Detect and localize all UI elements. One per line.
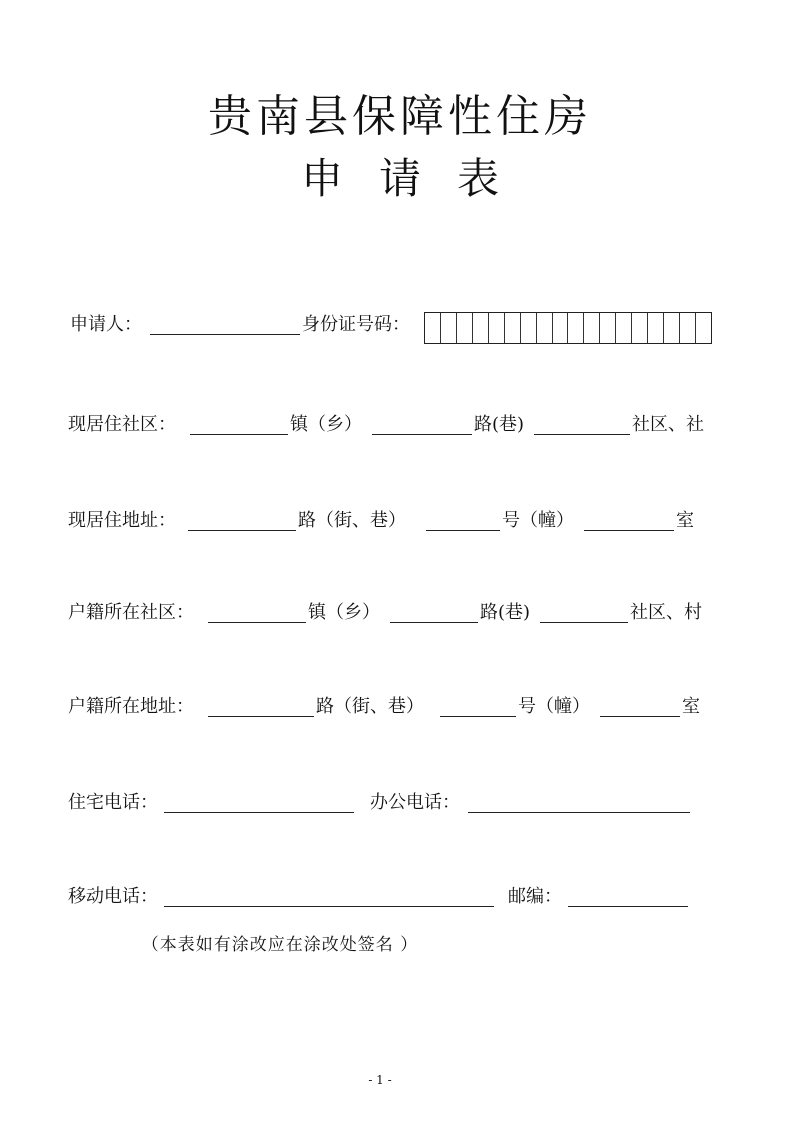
household-address-label: 户籍所在地址： bbox=[68, 696, 194, 717]
household-community-field[interactable] bbox=[540, 622, 628, 623]
id-digit-cell[interactable] bbox=[584, 313, 600, 343]
office-phone-field[interactable] bbox=[468, 812, 690, 813]
page-number: - 1 - bbox=[368, 1073, 392, 1087]
home-phone-label: 住宅电话： bbox=[68, 792, 158, 813]
household-room-label: 室 bbox=[682, 696, 700, 717]
household-town-field[interactable] bbox=[208, 622, 306, 623]
household-street-field[interactable] bbox=[208, 716, 314, 717]
residence-community-row bbox=[0, 410, 800, 440]
mobile-field[interactable] bbox=[164, 906, 494, 907]
id-digit-cell[interactable] bbox=[616, 313, 632, 343]
id-digit-cell[interactable] bbox=[441, 313, 457, 343]
applicant-name-field[interactable] bbox=[150, 334, 300, 335]
residence-address-row bbox=[0, 506, 800, 536]
residence-address-label: 现居住地址： bbox=[68, 510, 176, 531]
id-digit-cell[interactable] bbox=[680, 313, 696, 343]
household-street-label: 路（街、巷） bbox=[316, 696, 424, 717]
residence-town-label: 镇（乡） bbox=[290, 414, 362, 435]
residence-community-field[interactable] bbox=[534, 434, 630, 435]
id-digit-cell[interactable] bbox=[521, 313, 537, 343]
id-digit-cell[interactable] bbox=[648, 313, 664, 343]
id-digit-cell[interactable] bbox=[568, 313, 584, 343]
id-digit-cell[interactable] bbox=[505, 313, 521, 343]
mobile-label: 移动电话： bbox=[68, 886, 158, 907]
id-digit-cell[interactable] bbox=[664, 313, 680, 343]
household-number-label: 号（幢） bbox=[518, 696, 590, 717]
home-phone-field[interactable] bbox=[164, 812, 354, 813]
residence-room-label: 室 bbox=[676, 510, 694, 531]
id-digit-cell[interactable] bbox=[457, 313, 473, 343]
id-number-boxes[interactable] bbox=[424, 312, 712, 344]
id-digit-cell[interactable] bbox=[553, 313, 569, 343]
household-community-suffix: 社区、村 bbox=[630, 602, 702, 623]
form-subtitle: 申请表 bbox=[300, 154, 535, 203]
id-digit-cell[interactable] bbox=[425, 313, 441, 343]
postcode-field[interactable] bbox=[568, 906, 688, 907]
household-number-field[interactable] bbox=[440, 716, 516, 717]
residence-community-label: 现居住社区： bbox=[68, 414, 176, 435]
residence-number-field[interactable] bbox=[426, 530, 500, 531]
residence-number-label: 号（幢） bbox=[502, 510, 574, 531]
id-digit-cell[interactable] bbox=[537, 313, 553, 343]
household-room-field[interactable] bbox=[600, 716, 680, 717]
residence-street-label: 路（街、巷） bbox=[298, 510, 406, 531]
form-note: （本表如有涂改应在涂改处签名 ） bbox=[141, 935, 419, 955]
household-town-label: 镇（乡） bbox=[308, 602, 380, 623]
residence-street-field[interactable] bbox=[188, 530, 296, 531]
postcode-label: 邮编： bbox=[508, 886, 562, 907]
household-address-row bbox=[0, 692, 800, 722]
id-digit-cell[interactable] bbox=[473, 313, 489, 343]
id-digit-cell[interactable] bbox=[489, 313, 505, 343]
household-road-label: 路(巷) bbox=[480, 602, 531, 623]
residence-community-suffix: 社区、社 bbox=[632, 414, 704, 435]
household-community-label: 户籍所在社区： bbox=[68, 602, 194, 623]
id-digit-cell[interactable] bbox=[632, 313, 648, 343]
household-community-row bbox=[0, 598, 800, 628]
id-number-label: 身份证号码： bbox=[302, 314, 410, 335]
applicant-label: 申请人： bbox=[70, 314, 142, 335]
residence-road-label: 路(巷) bbox=[474, 414, 525, 435]
residence-room-field[interactable] bbox=[584, 530, 674, 531]
office-phone-label: 办公电话： bbox=[370, 792, 460, 813]
mobile-row bbox=[0, 882, 800, 912]
id-digit-cell[interactable] bbox=[696, 313, 711, 343]
household-road-field[interactable] bbox=[390, 622, 478, 623]
residence-town-field[interactable] bbox=[190, 434, 288, 435]
phone-row bbox=[0, 788, 800, 818]
residence-road-field[interactable] bbox=[372, 434, 472, 435]
form-title: 贵南县保障性住房 bbox=[208, 91, 592, 142]
id-digit-cell[interactable] bbox=[600, 313, 616, 343]
